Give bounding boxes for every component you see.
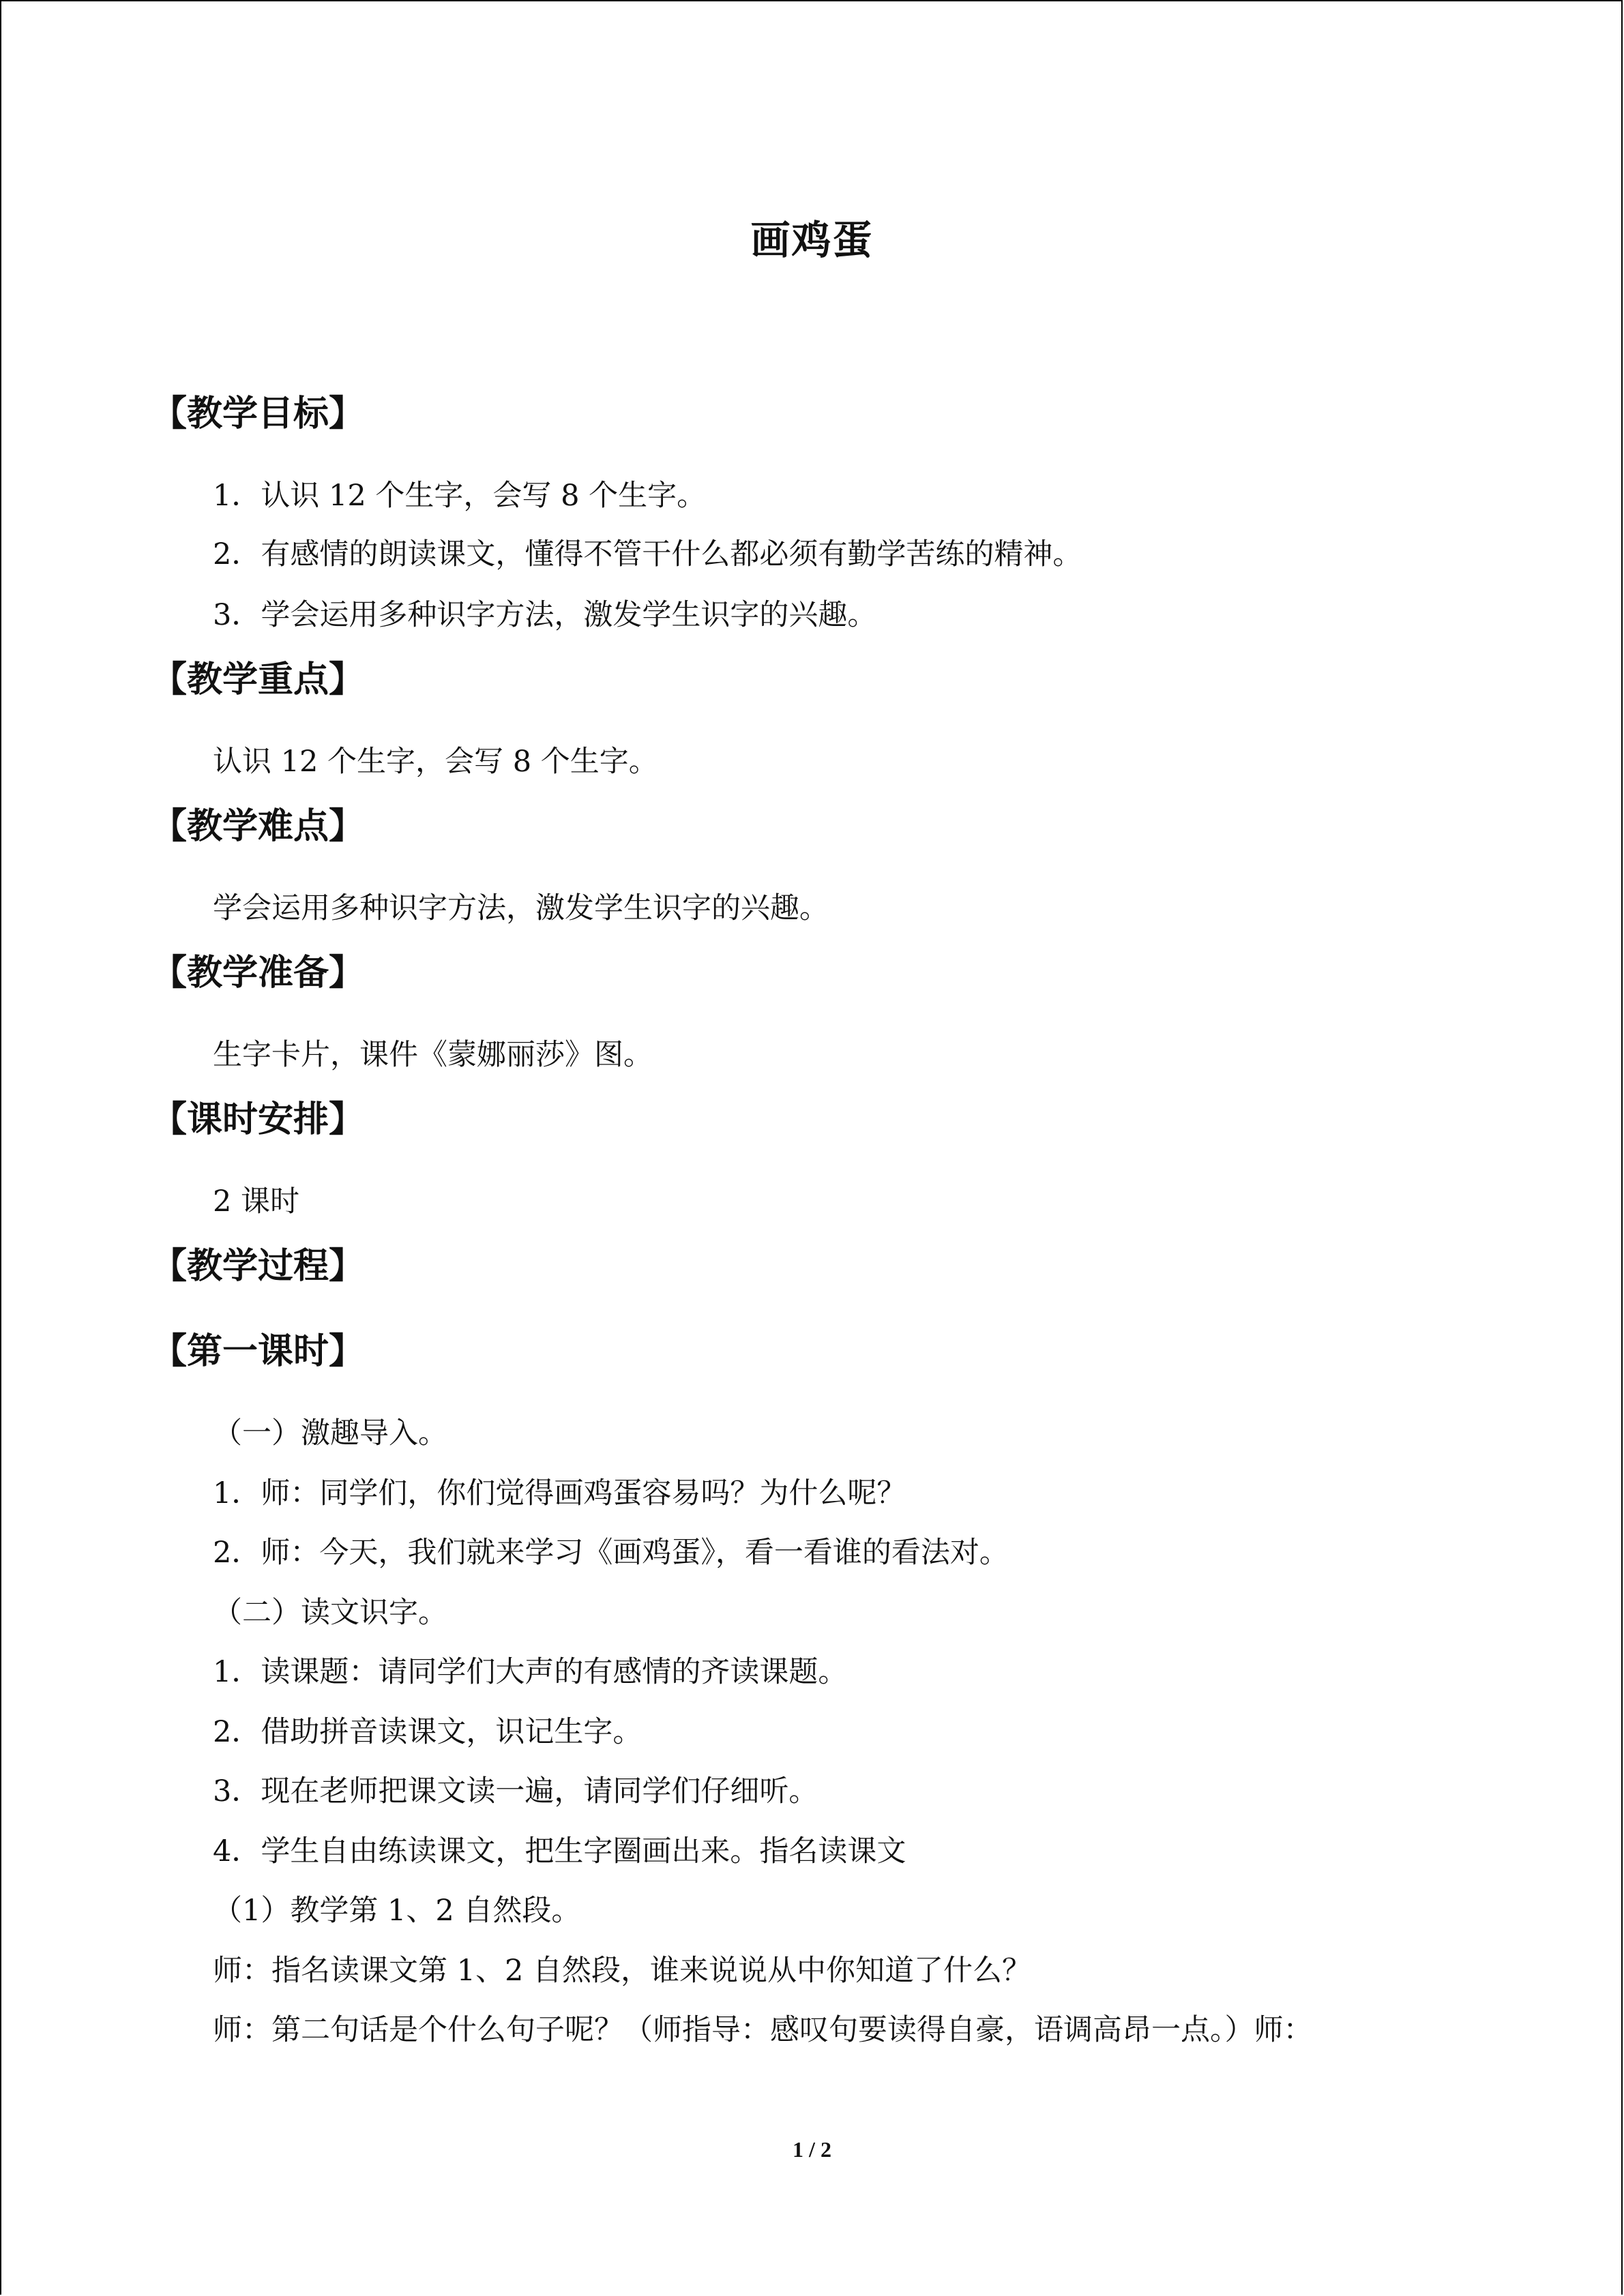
lesson1-line-9: （1）教学第 1、2 自然段。 xyxy=(213,1894,581,1928)
lesson1-line-8: 4．学生自由练读课文，把生字圈画出来。指名读课文 xyxy=(213,1834,906,1868)
lesson1-line-6: 2．借助拼音读课文，识记生字。 xyxy=(213,1715,643,1749)
lesson1-line-11: 师：第二句话是个什么句子呢？（师指导：感叹句要读得自豪，语调高昂一点。）师： xyxy=(213,2013,1313,2047)
heading-first-lesson: 【第一课时】 xyxy=(151,1331,365,1372)
lesson1-line-1: （一）激趣导入。 xyxy=(213,1416,447,1450)
heading-difficulties: 【教学难点】 xyxy=(151,806,365,847)
goal-item-1: 1．认识 12 个生字，会写 8 个生字。 xyxy=(213,479,707,513)
key-points-text: 认识 12 个生字，会写 8 个生字。 xyxy=(213,745,658,779)
lesson1-line-7: 3．现在老师把课文读一遍，请同学们仔细听。 xyxy=(213,1774,818,1808)
goal-item-3: 3．学会运用多种识字方法，激发学生识字的兴趣。 xyxy=(213,598,877,632)
goal-item-2: 2．有感情的朗读课文，懂得不管干什么都必须有勤学苦练的精神。 xyxy=(213,537,1082,571)
document-title: 画鸡蛋 xyxy=(750,217,874,263)
lesson1-line-4: （二）读文识字。 xyxy=(213,1596,447,1630)
heading-schedule: 【课时安排】 xyxy=(151,1099,365,1140)
lesson1-line-3: 2．师：今天，我们就来学习《画鸡蛋》，看一看谁的看法对。 xyxy=(213,1536,1009,1570)
heading-preparation: 【教学准备】 xyxy=(151,953,365,994)
heading-key-points: 【教学重点】 xyxy=(151,659,365,700)
page-number: 1 / 2 xyxy=(793,2137,831,2162)
lesson1-line-10: 师：指名读课文第 1、2 自然段，谁来说说从中你知道了什么？ xyxy=(213,1954,1032,1988)
heading-teaching-process: 【教学过程】 xyxy=(151,1246,365,1287)
lesson1-line-5: 1．读课题：请同学们大声的有感情的齐读课题。 xyxy=(213,1655,848,1689)
difficulties-text: 学会运用多种识字方法，激发学生识字的兴趣。 xyxy=(213,891,829,925)
schedule-text: 2 课时 xyxy=(213,1184,300,1219)
lesson1-line-2: 1．师：同学们，你们觉得画鸡蛋容易吗？为什么呢？ xyxy=(213,1476,906,1510)
heading-teaching-goals: 【教学目标】 xyxy=(151,393,365,434)
preparation-text: 生字卡片，课件《蒙娜丽莎》图。 xyxy=(213,1038,653,1072)
